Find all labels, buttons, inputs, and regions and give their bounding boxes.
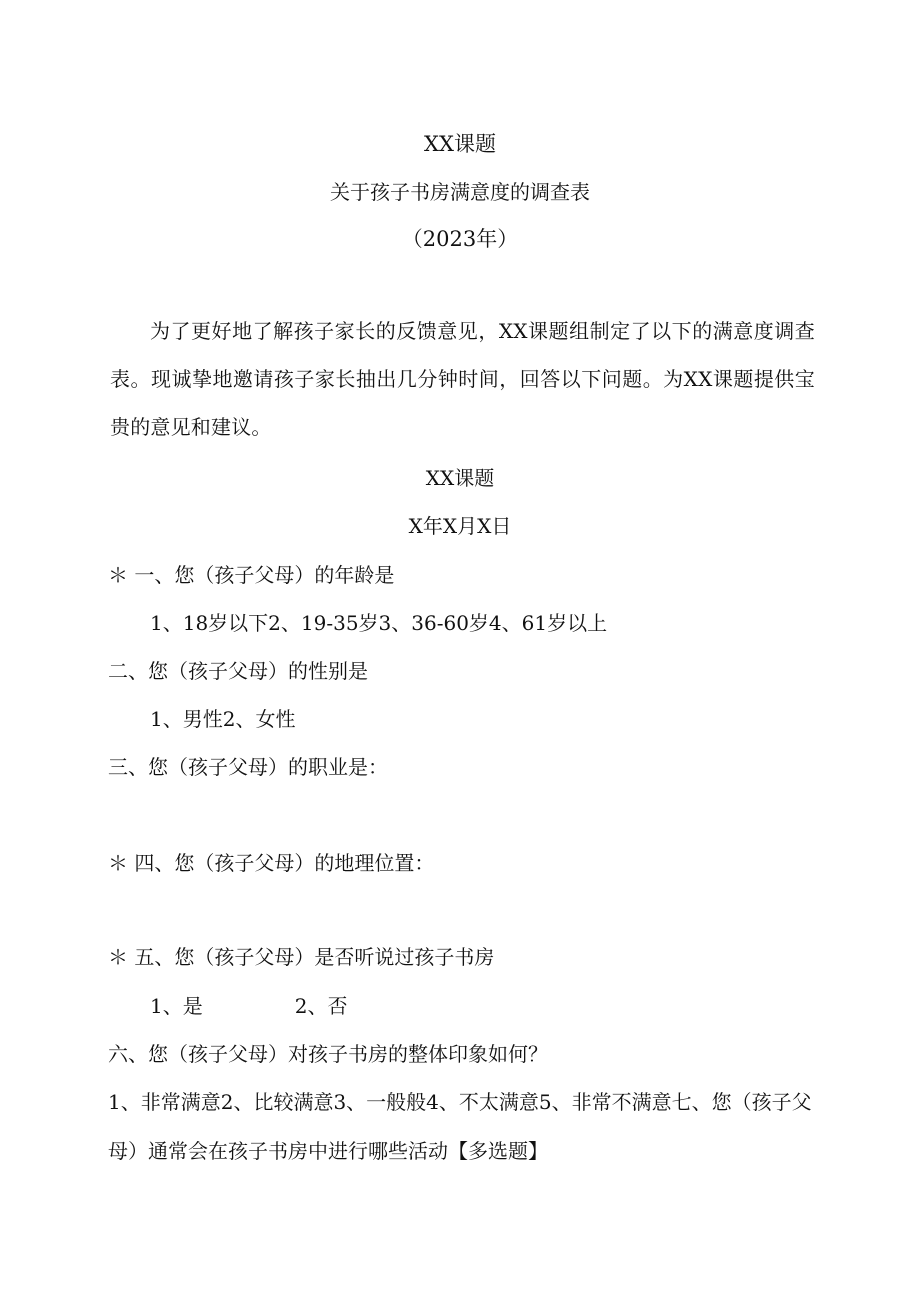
question-6-label: 六、您（孩子父母）对孩子书房的整体印象如何？ [108, 1042, 548, 1066]
question-1-label: ＊ 一、您（孩子父母）的年龄是 [108, 563, 395, 587]
question-5-option-no: 2、否 [294, 994, 348, 1018]
signature-date: X年X月X日 [408, 514, 512, 538]
document-year: （2023年） [401, 227, 519, 251]
question-5-option-yes: 1、是 [150, 994, 203, 1018]
question-5-label: ＊ 五、您（孩子父母）是否听说过孩子书房 [108, 945, 495, 969]
question-6-options-and-question-7: 1、非常满意2、比较满意3、一般般4、不太满意5、非常不满意七、您（孩子父母）通常会在孩子书房中进行哪些活动【多选题】 [108, 1090, 812, 1163]
signature-org: XX课题 [425, 466, 495, 490]
question-4-label: ＊ 四、您（孩子父母）的地理位置： [108, 851, 435, 875]
intro-paragraph: 为了更好地了解孩子家长的反馈意见，XX课题组制定了以下的满意度调查表。现诚挚地邀请孩子家长抽出几分钟时间，回答以下问题。为XX课题提供宝贵的意见和建议。 [110, 319, 815, 439]
header-org: XX课题 [424, 132, 496, 156]
question-5-options [150, 993, 347, 1019]
document-title: 关于孩子书房满意度的调查表 [330, 180, 590, 204]
question-2-options: 1、男性2、女性 [150, 707, 296, 731]
question-3-label: 三、您（孩子父母）的职业是： [108, 755, 388, 779]
question-1-options: 1、18岁以下2、19-35岁3、36-60岁4、61岁以上 [150, 611, 608, 635]
question-2-label: 二、您（孩子父母）的性别是 [108, 659, 368, 683]
